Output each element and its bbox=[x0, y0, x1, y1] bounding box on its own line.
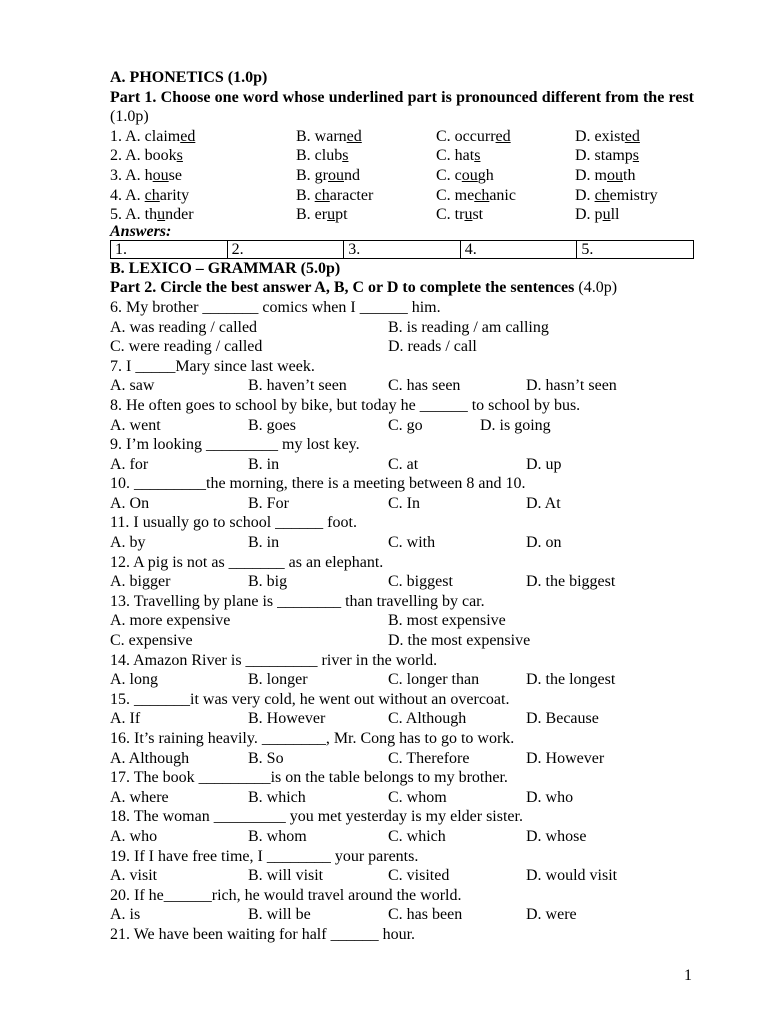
phonetics-option bbox=[436, 146, 575, 166]
word-part: anic bbox=[489, 186, 516, 204]
phonetics-option bbox=[110, 186, 296, 206]
phonetics-row bbox=[110, 205, 694, 225]
answer-option[interactable]: D. is going bbox=[480, 416, 551, 434]
underlined-part: ed bbox=[180, 127, 196, 145]
answer-option[interactable]: D. Because bbox=[526, 710, 599, 728]
phonetics-option bbox=[575, 205, 619, 225]
question-stem: 7. I _____Mary since last week. bbox=[110, 357, 315, 375]
underlined-part: s bbox=[342, 147, 349, 165]
word-part: gh bbox=[477, 166, 494, 184]
phonetics-option bbox=[296, 186, 436, 206]
answer-option[interactable]: A. saw bbox=[110, 377, 155, 395]
answer-option[interactable]: C. go bbox=[388, 416, 423, 434]
underlined-part: s bbox=[176, 147, 183, 165]
options-row bbox=[110, 866, 694, 886]
word-part: B. club bbox=[296, 147, 343, 165]
section-b-heading: B. LEXICO – GRAMMAR (5.0p) bbox=[110, 259, 341, 277]
answer-option[interactable]: B. However bbox=[248, 710, 326, 728]
word-part: D. exist bbox=[575, 127, 625, 145]
question-stem: 14. Amazon River is _________ river in the world. bbox=[110, 651, 438, 669]
options-row bbox=[110, 709, 694, 729]
answer-grid bbox=[110, 240, 694, 259]
answer-option[interactable]: A. Although bbox=[110, 749, 190, 767]
answer-option[interactable]: A. who bbox=[110, 827, 158, 845]
underlined-part: ch bbox=[144, 186, 160, 204]
options-row bbox=[110, 572, 694, 592]
underlined-part: ch bbox=[314, 186, 330, 204]
phonetics-table bbox=[110, 127, 694, 225]
word-part: pt bbox=[335, 206, 348, 224]
phonetics-option bbox=[436, 166, 575, 186]
phonetics-option bbox=[296, 205, 436, 225]
phonetics-option bbox=[110, 205, 296, 225]
word-part: 5. A. th bbox=[110, 206, 158, 224]
phonetics-option bbox=[296, 166, 436, 186]
word-part: th bbox=[623, 166, 636, 184]
section-a-heading: A. PHONETICS (1.0p) bbox=[110, 69, 268, 86]
answer-option[interactable]: A. If bbox=[110, 710, 141, 728]
options-row bbox=[110, 455, 694, 475]
question-stem: 6. My brother _______ comics when I ______ him. bbox=[110, 298, 441, 316]
question-21: 21. We have been waiting for half ______ hour. bbox=[110, 925, 416, 943]
answer-option[interactable]: A. long bbox=[110, 671, 158, 689]
answer-option[interactable]: A. is bbox=[110, 906, 141, 924]
word-part: D. p bbox=[575, 206, 603, 224]
answer-option[interactable]: B. most expensive bbox=[388, 612, 506, 630]
answer-option[interactable]: C. which bbox=[388, 827, 446, 845]
answer-option[interactable]: D. up bbox=[526, 455, 562, 473]
phonetics-option bbox=[436, 186, 575, 206]
question-stem: 19. If I have free time, I ________ your parents. bbox=[110, 847, 419, 865]
word-part: aracter bbox=[329, 186, 374, 204]
options-row bbox=[110, 670, 694, 690]
underlined-part: ch bbox=[474, 186, 490, 204]
answer-option[interactable]: B. longer bbox=[248, 671, 308, 689]
answer-cell[interactable]: 1. bbox=[111, 240, 228, 258]
answer-option[interactable]: A. On bbox=[110, 494, 150, 512]
word-part: D. bbox=[575, 186, 595, 204]
word-part: emistry bbox=[609, 186, 658, 204]
question-stem: 10. _________the morning, there is a meeting between 8 and 10. bbox=[110, 475, 526, 493]
phonetics-option bbox=[436, 205, 575, 225]
answer-option[interactable]: B. is reading / am calling bbox=[388, 318, 549, 336]
answer-cell[interactable]: 2. bbox=[227, 240, 344, 258]
answer-option[interactable]: C. at bbox=[388, 455, 419, 473]
options-row bbox=[110, 749, 694, 769]
answer-option[interactable]: C. longer than bbox=[388, 671, 480, 689]
options-row bbox=[110, 611, 694, 631]
options-row bbox=[110, 631, 694, 651]
answer-option[interactable]: C. visited bbox=[388, 867, 450, 885]
phonetics-option bbox=[575, 186, 658, 206]
answer-option[interactable]: B. which bbox=[248, 788, 306, 806]
answer-option[interactable]: A. went bbox=[110, 416, 161, 434]
answer-option[interactable]: C. biggest bbox=[388, 573, 453, 591]
phonetics-option bbox=[296, 146, 436, 166]
part2-instruction-text: Part 2. Circle the best answer A, B, C or D to complete the sentences bbox=[110, 279, 575, 297]
question-stem: 11. I usually go to school ______ foot. bbox=[110, 514, 357, 532]
phonetics-option bbox=[296, 127, 436, 147]
answer-option[interactable]: B. in bbox=[248, 455, 280, 473]
answer-option[interactable]: A. was reading / called bbox=[110, 318, 258, 336]
answer-option[interactable]: C. has been bbox=[388, 906, 463, 924]
answer-cell[interactable]: 5. bbox=[577, 240, 694, 258]
word-part: se bbox=[168, 166, 182, 184]
answer-option[interactable]: B. goes bbox=[248, 416, 296, 434]
phonetics-row bbox=[110, 186, 694, 206]
answer-option[interactable]: C. In bbox=[388, 494, 420, 512]
word-part: st bbox=[472, 206, 484, 224]
question-list bbox=[110, 298, 694, 925]
answer-row bbox=[111, 240, 694, 258]
answer-option[interactable]: B. So bbox=[248, 749, 284, 767]
answer-option[interactable]: C. with bbox=[388, 534, 436, 552]
options-row bbox=[110, 416, 694, 436]
underlined-part: ou bbox=[328, 166, 344, 184]
question-stem: 9. I’m looking _________ my lost key. bbox=[110, 436, 360, 454]
page-number: 1 bbox=[684, 967, 692, 984]
word-part: C. me bbox=[436, 186, 475, 204]
options-row bbox=[110, 827, 694, 847]
answer-cell[interactable]: 3. bbox=[344, 240, 461, 258]
phonetics-row bbox=[110, 146, 694, 166]
answer-option[interactable]: A. by bbox=[110, 534, 146, 552]
question-stem: 8. He often goes to school by bike, but today he ______ to school by bus. bbox=[110, 396, 581, 414]
answer-option[interactable]: D. However bbox=[526, 749, 605, 767]
underlined-part: u bbox=[464, 206, 473, 224]
answer-option[interactable]: D. the longest bbox=[526, 671, 616, 689]
underlined-part: ch bbox=[594, 186, 610, 204]
phonetics-option bbox=[110, 146, 296, 166]
answer-option[interactable]: B. will visit bbox=[248, 867, 324, 885]
word-part: C. tr bbox=[436, 206, 465, 224]
answer-option[interactable]: A. where bbox=[110, 788, 169, 806]
answer-option[interactable]: D. reads / call bbox=[388, 338, 477, 356]
answer-option[interactable]: B. whom bbox=[248, 827, 307, 845]
answer-option[interactable]: C. whom bbox=[388, 788, 447, 806]
word-part: B. er bbox=[296, 206, 328, 224]
word-part: 4. A. bbox=[110, 186, 145, 204]
question-stem: 16. It’s raining heavily. ________, Mr. Cong has to go to work. bbox=[110, 730, 515, 747]
answer-option[interactable]: B. big bbox=[248, 573, 288, 591]
phonetics-row bbox=[110, 127, 694, 147]
phonetics-option bbox=[110, 166, 296, 186]
question-stem: 17. The book _________is on the table belongs to my brother. bbox=[110, 769, 508, 787]
underlined-part: ed bbox=[346, 127, 362, 145]
underlined-part: s bbox=[632, 147, 640, 165]
answer-option[interactable]: D. would visit bbox=[526, 867, 618, 885]
underlined-part: ou bbox=[461, 166, 478, 184]
underlined-part: ed bbox=[495, 127, 511, 145]
phonetics-option bbox=[436, 127, 575, 147]
answer-option[interactable]: C. were reading / called bbox=[110, 338, 263, 356]
word-part: arity bbox=[159, 186, 190, 204]
phonetics-option bbox=[575, 146, 639, 166]
answer-option[interactable]: B. For bbox=[248, 494, 289, 512]
options-row bbox=[110, 318, 694, 338]
answer-cell[interactable]: 4. bbox=[460, 240, 577, 258]
phonetics-option bbox=[110, 127, 296, 147]
word-part: B. gr bbox=[296, 166, 328, 184]
question-stem: 12. A pig is not as _______ as an elephant. bbox=[110, 553, 384, 571]
answer-option[interactable]: C. Therefore bbox=[388, 749, 470, 767]
answer-option[interactable]: D. were bbox=[526, 906, 577, 924]
word-part: nder bbox=[165, 206, 194, 224]
part1-instruction bbox=[110, 88, 694, 127]
answers-label: Answers: bbox=[110, 222, 172, 240]
options-row bbox=[110, 533, 694, 553]
word-part: C. c bbox=[436, 166, 462, 184]
options-row bbox=[110, 494, 694, 514]
answer-option[interactable]: A. for bbox=[110, 455, 149, 473]
options-row bbox=[110, 905, 694, 925]
options-row bbox=[110, 376, 694, 396]
answer-option[interactable]: C. Although bbox=[388, 710, 467, 728]
question-stem: 18. The woman _________ you met yesterday is my elder sister. bbox=[110, 808, 523, 826]
phonetics-option bbox=[575, 127, 640, 147]
underlined-part: ed bbox=[624, 127, 640, 145]
options-row bbox=[110, 788, 694, 808]
underlined-part: ou bbox=[152, 166, 169, 184]
answer-option[interactable]: D. hasn’t seen bbox=[526, 377, 617, 395]
underlined-part: u bbox=[602, 206, 611, 224]
answer-option[interactable]: D. the most expensive bbox=[388, 632, 531, 650]
answer-option[interactable]: B. haven’t seen bbox=[248, 377, 347, 395]
answer-option[interactable]: B. will be bbox=[248, 906, 311, 924]
answer-option[interactable]: D. At bbox=[526, 494, 561, 512]
options-row bbox=[110, 337, 694, 357]
underlined-part: ou bbox=[607, 166, 623, 184]
word-part: D. m bbox=[575, 166, 607, 184]
question-stem: 13. Travelling by plane is ________ than travelling by car. bbox=[110, 592, 485, 610]
part2-instruction bbox=[110, 278, 694, 298]
word-part: nd bbox=[344, 166, 360, 184]
answer-option[interactable]: A. more expensive bbox=[110, 612, 231, 630]
part2-points: (4.0p) bbox=[574, 279, 618, 297]
part1-instruction-text: Part 1. Choose one word whose underlined part is pronounced different from the rest bbox=[110, 88, 694, 106]
word-part: 3. A. h bbox=[110, 166, 153, 184]
phonetics-row bbox=[110, 166, 694, 186]
answer-option[interactable]: D. who bbox=[526, 788, 574, 806]
answer-option[interactable]: D. on bbox=[526, 534, 562, 552]
word-part: 2. A. book bbox=[110, 147, 177, 165]
answer-option[interactable]: C. has seen bbox=[388, 377, 461, 395]
word-part: C. hat bbox=[436, 147, 475, 165]
answer-option[interactable]: C. expensive bbox=[110, 632, 193, 650]
underlined-part: u bbox=[327, 206, 336, 224]
worksheet-page bbox=[110, 68, 694, 945]
question-stem: 20. If he______rich, he would travel around the world. bbox=[110, 886, 462, 904]
part1-points: (1.0p) bbox=[110, 108, 149, 126]
answer-option[interactable]: B. in bbox=[248, 534, 280, 552]
word-part: ll bbox=[610, 206, 620, 224]
word-part: D. stamp bbox=[575, 147, 633, 165]
phonetics-option bbox=[575, 166, 635, 186]
answer-option[interactable]: D. the biggest bbox=[526, 573, 616, 591]
word-part: C. occurr bbox=[436, 127, 496, 145]
word-part: B. bbox=[296, 186, 315, 204]
answer-option[interactable]: D. whose bbox=[526, 827, 587, 845]
answer-option[interactable]: A. bigger bbox=[110, 573, 171, 591]
word-part: 1. A. claim bbox=[110, 127, 181, 145]
word-part: B. warn bbox=[296, 127, 347, 145]
underlined-part: u bbox=[157, 206, 166, 224]
answer-option[interactable]: A. visit bbox=[110, 867, 158, 885]
question-stem: 15. _______it was very cold, he went out without an overcoat. bbox=[110, 690, 510, 708]
underlined-part: s bbox=[474, 147, 481, 165]
